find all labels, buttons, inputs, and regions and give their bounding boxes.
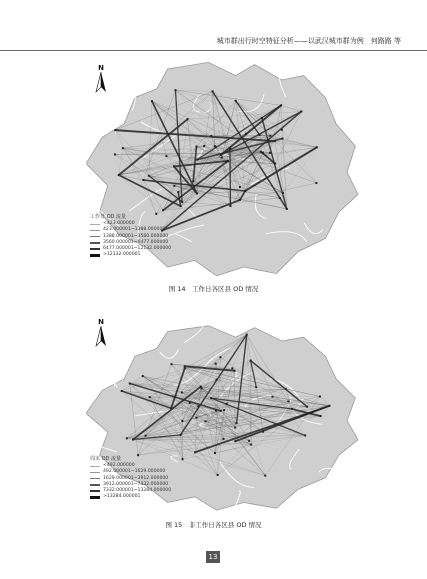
- legend-item: <492.000000: [103, 463, 135, 469]
- district-node: [210, 397, 212, 399]
- district-node: [173, 185, 175, 187]
- district-node: [250, 360, 252, 362]
- district-node: [282, 192, 284, 194]
- district-node: [173, 165, 175, 167]
- district-node: [246, 334, 248, 336]
- district-node: [151, 100, 153, 102]
- district-node: [231, 367, 233, 369]
- district-border: [86, 114, 116, 134]
- figure-caption-15: 图 15 非工作日各区县 OD 情况: [165, 521, 262, 529]
- district-node: [260, 151, 262, 153]
- district-node: [226, 403, 228, 405]
- legend-item: 6477.000001~12132.000000: [90, 246, 171, 252]
- district-node: [189, 402, 191, 404]
- district-node: [129, 382, 131, 384]
- district-node: [194, 451, 196, 453]
- district-node: [285, 388, 287, 390]
- district-node: [187, 118, 189, 120]
- district-node: [248, 440, 250, 442]
- legend-item: 7332.000001~13284.000000: [90, 488, 171, 494]
- district-node: [315, 182, 317, 184]
- district-node: [184, 365, 186, 367]
- district-node: [225, 161, 227, 163]
- district-node: [216, 379, 218, 381]
- district-node: [212, 90, 214, 92]
- legend-item: 423.000001~1388.000000: [103, 227, 166, 233]
- district-node: [300, 110, 302, 112]
- legend-item: <423.000000: [103, 221, 135, 227]
- legend-weekend: [90, 456, 171, 500]
- district-node: [122, 147, 124, 149]
- district-node: [162, 209, 164, 211]
- district-node: [282, 138, 284, 140]
- legend-item: >13284.000001: [90, 494, 171, 500]
- district-node: [177, 191, 179, 193]
- district-node: [201, 387, 203, 389]
- district-node: [269, 135, 271, 137]
- district-node: [145, 435, 147, 437]
- district-node: [262, 431, 264, 433]
- district-node: [181, 391, 183, 393]
- district-node: [236, 422, 238, 424]
- district-node: [235, 100, 237, 102]
- district-node: [196, 193, 198, 195]
- district-node: [291, 408, 293, 410]
- district-node: [220, 410, 222, 412]
- legend-item: 492.000001~1629.000000: [103, 469, 166, 475]
- district-node: [203, 145, 205, 147]
- district-node: [269, 152, 271, 154]
- district-node: [215, 363, 217, 365]
- district-node: [316, 146, 318, 148]
- district-node: [233, 370, 235, 372]
- od-map-weekday: [86, 58, 358, 298]
- figure-caption-14: 图 14 工作日各区县 OD 情况: [168, 285, 259, 293]
- district-node: [114, 129, 116, 131]
- district-node: [222, 438, 224, 440]
- district-node: [274, 140, 276, 142]
- district-node: [181, 420, 183, 422]
- legend-item: 3560.000001~6477.000000: [90, 240, 171, 246]
- north-label: N: [98, 318, 104, 326]
- district-node: [264, 475, 266, 477]
- district-node: [126, 437, 128, 439]
- district-node: [174, 89, 176, 91]
- district-node: [287, 400, 289, 402]
- district-node: [181, 201, 183, 203]
- district-node: [165, 155, 167, 157]
- district-node: [250, 444, 252, 446]
- district-node: [214, 452, 216, 454]
- district-node: [239, 186, 241, 188]
- legend-item: >12132.000001: [90, 252, 171, 258]
- district-node: [286, 208, 288, 210]
- district-node: [219, 356, 221, 358]
- district-node: [149, 396, 151, 398]
- district-node: [262, 152, 264, 154]
- running-title: 城市群出行时空特征分析——以武汉城市群为例 何路路 等: [216, 37, 401, 45]
- district-node: [220, 154, 222, 156]
- north-label: N: [98, 64, 104, 72]
- district-node: [142, 179, 144, 181]
- district-node: [192, 180, 194, 182]
- district-node: [114, 153, 116, 155]
- district-node: [210, 135, 212, 137]
- district-node: [245, 133, 247, 135]
- district-node: [215, 410, 217, 412]
- district-node: [223, 409, 225, 411]
- district-node: [121, 390, 123, 392]
- district-node: [328, 405, 330, 407]
- district-node: [180, 434, 182, 436]
- district-node: [196, 159, 198, 161]
- district-node: [182, 458, 184, 460]
- district-node: [170, 363, 172, 365]
- legend-title: 周末 OD 流量: [90, 456, 121, 462]
- district-node: [142, 375, 144, 377]
- district-node: [170, 407, 172, 409]
- page-number: 13: [206, 551, 220, 563]
- district-node: [274, 163, 276, 165]
- district-node: [239, 199, 241, 201]
- district-node: [118, 174, 120, 176]
- district-node: [280, 104, 282, 106]
- district-node: [304, 434, 306, 436]
- district-node: [229, 205, 231, 207]
- district-node: [205, 420, 207, 422]
- district-node: [180, 205, 182, 207]
- district-node: [319, 395, 321, 397]
- district-node: [214, 145, 216, 147]
- district-node: [320, 415, 322, 417]
- page-header: [0, 34, 427, 51]
- district-node: [261, 117, 263, 119]
- district-node: [221, 156, 223, 158]
- district-node: [234, 427, 236, 429]
- district-node: [148, 175, 150, 177]
- legend-item: 1629.000001~3912.000000: [90, 476, 171, 482]
- legend-item: 1388.000001~3560.000000: [90, 234, 171, 240]
- district-node: [217, 474, 219, 476]
- district-node: [255, 386, 257, 388]
- district-node: [229, 147, 231, 149]
- district-node: [244, 190, 246, 192]
- legend-title: 工作日 OD 流量: [90, 214, 126, 220]
- legend-item: 3912.000001~7332.000000: [90, 482, 171, 488]
- district-node: [279, 197, 281, 199]
- district-node: [132, 439, 134, 441]
- district-node: [195, 417, 197, 419]
- district-node: [184, 367, 186, 369]
- district-node: [306, 406, 308, 408]
- district-node: [195, 146, 197, 148]
- district-node: [197, 405, 199, 407]
- legend-weekday: [90, 214, 171, 258]
- district-node: [259, 134, 261, 136]
- district-node: [281, 129, 283, 131]
- district-node: [271, 396, 273, 398]
- district-node: [200, 386, 202, 388]
- district-node: [234, 440, 236, 442]
